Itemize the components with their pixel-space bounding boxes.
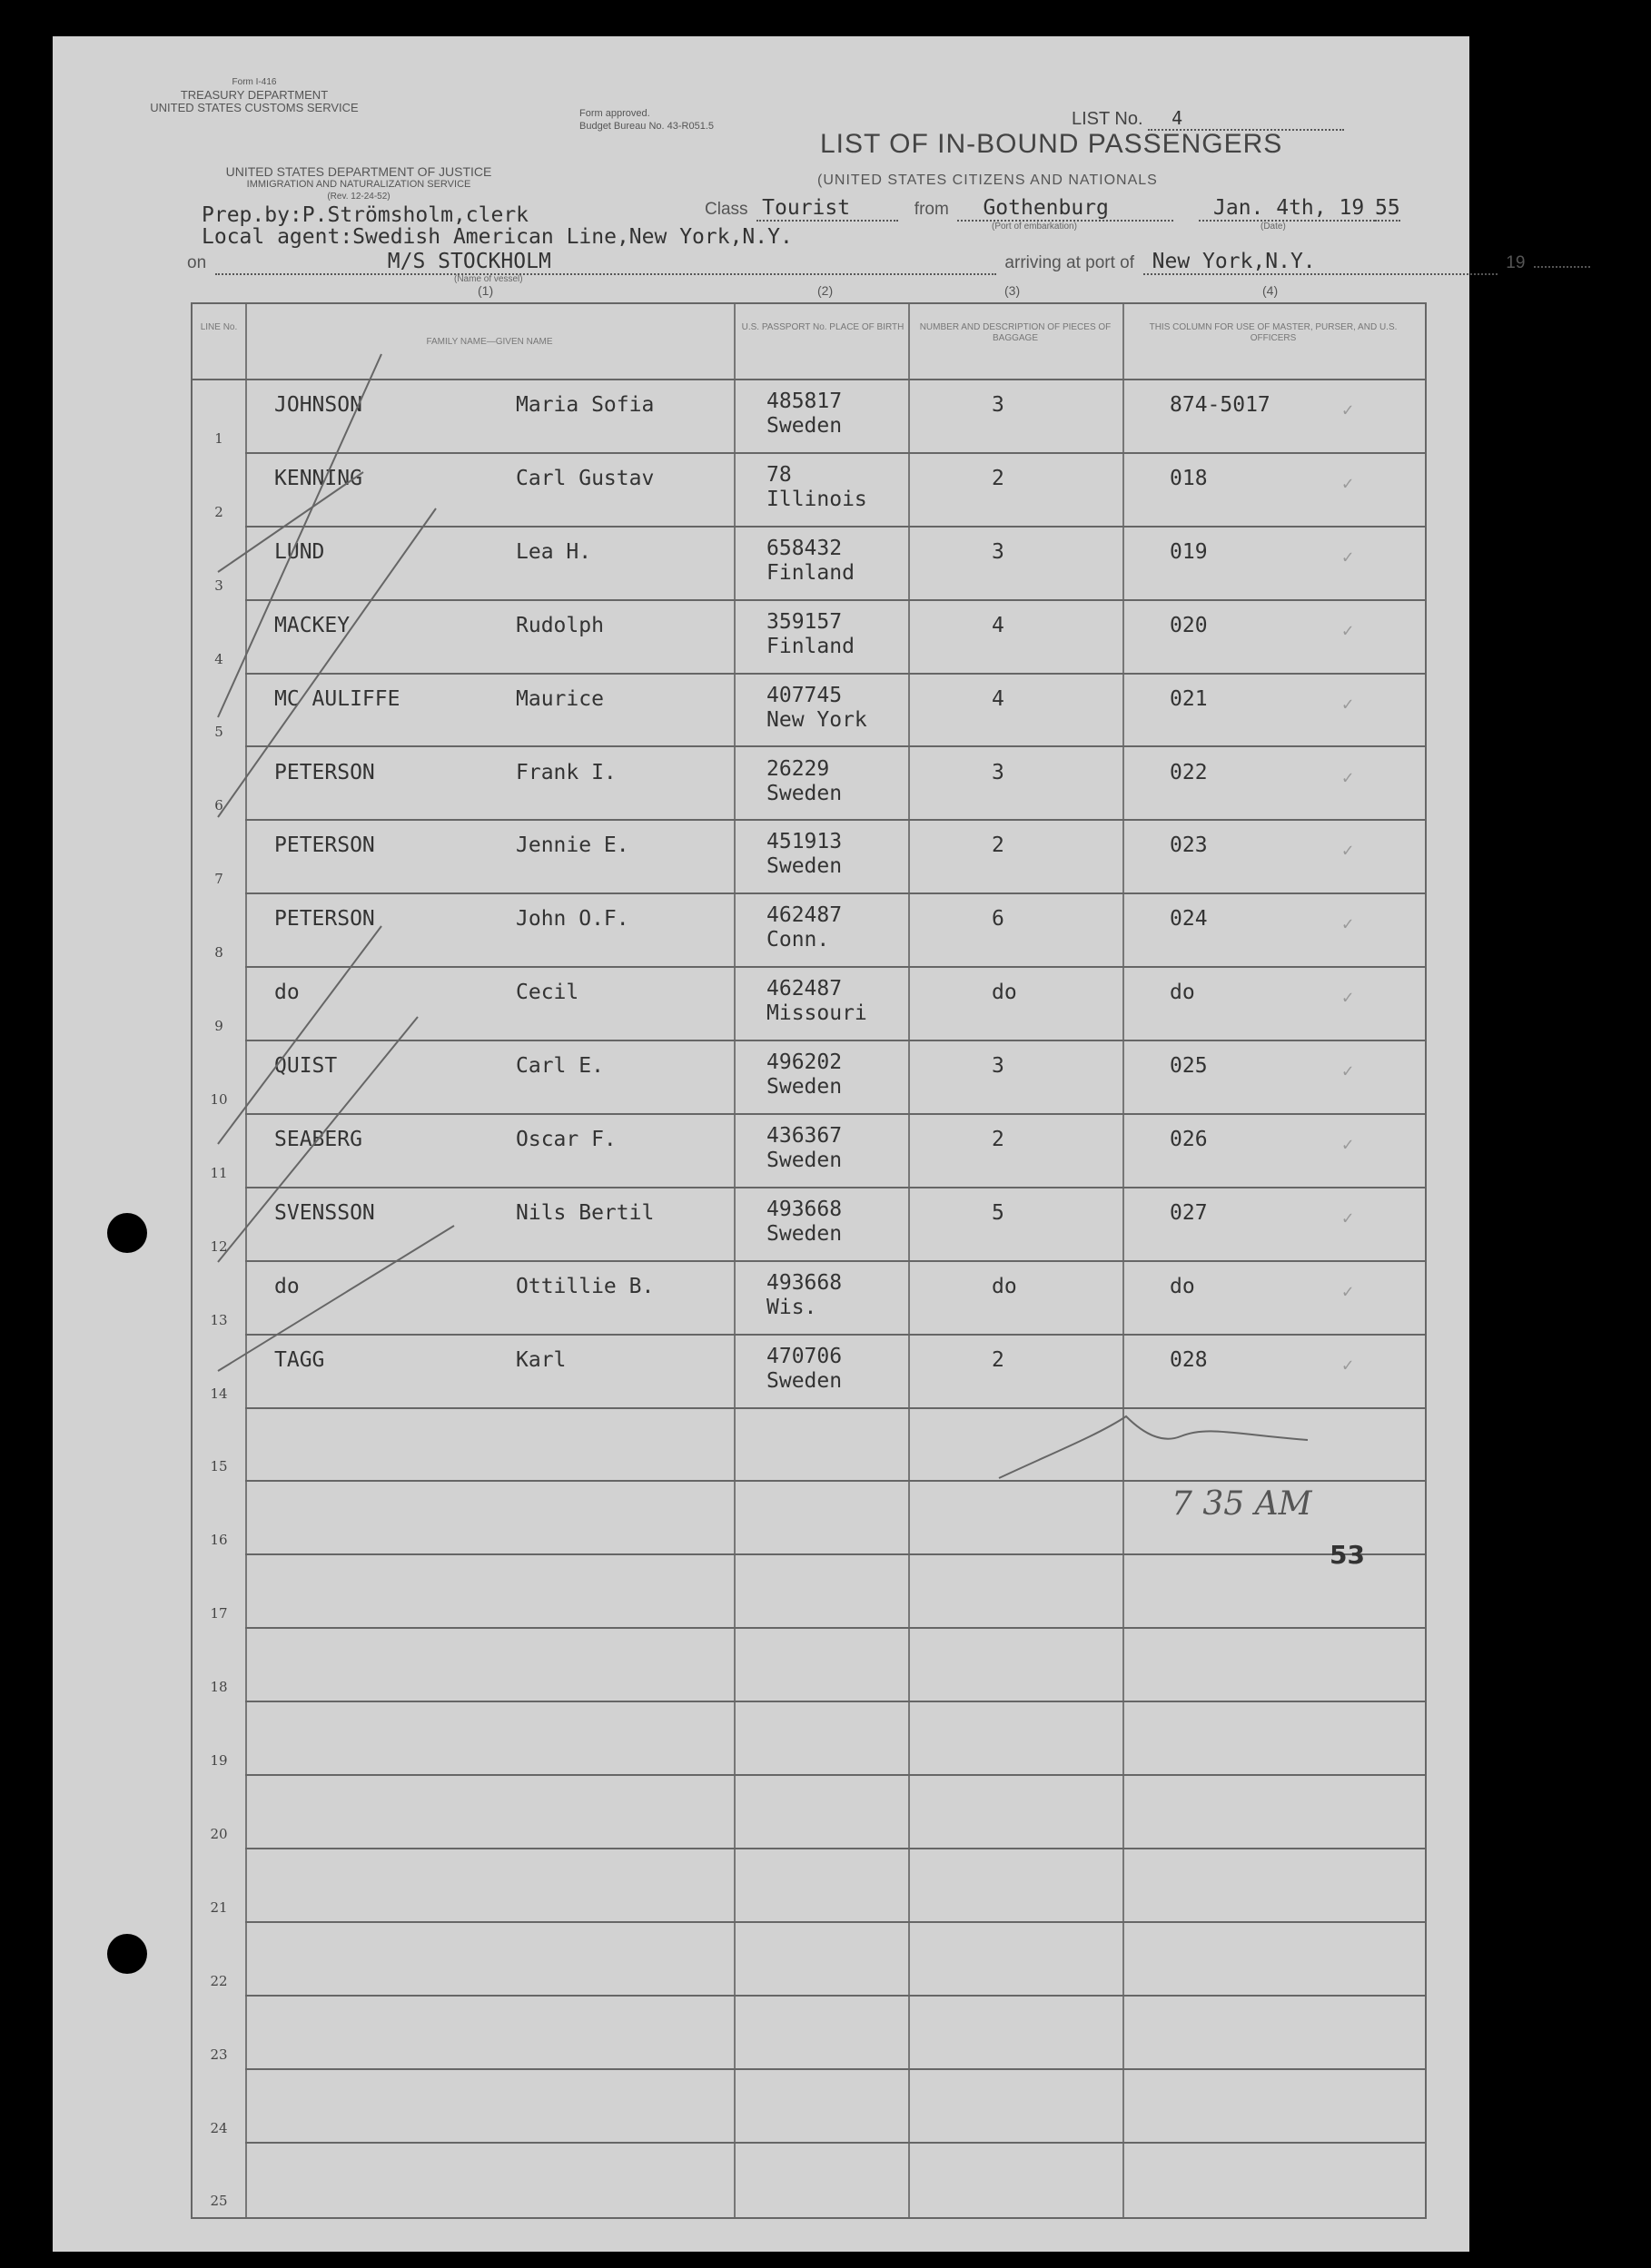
given-name: Ottillie B. [516, 1274, 655, 1298]
line-number: 3 [214, 577, 223, 594]
officer-reference: 028 [1170, 1347, 1208, 1372]
vessel-caption: (Name of vessel) [454, 274, 523, 284]
baggage-count: 3 [992, 760, 1004, 784]
family-name: KENNING [274, 466, 362, 490]
list-number-value: 4 [1148, 107, 1344, 131]
line-number: 23 [210, 2046, 228, 2063]
line-number: 14 [210, 1385, 228, 1402]
from-label: from [914, 200, 949, 219]
check-mark-icon: ✓ [1342, 1206, 1354, 1228]
line-number: 1 [214, 429, 223, 447]
prepared-by: Prep.by:P.Strömsholm,clerk [202, 203, 529, 227]
officer-reference: 023 [1170, 833, 1208, 858]
place-of-birth: Sweden [766, 854, 843, 879]
baggage-count: 4 [992, 613, 1004, 637]
family-name: TAGG [274, 1347, 325, 1372]
passport-number: 658432 [766, 536, 843, 560]
line-number: 21 [210, 1898, 228, 1916]
line-number: 22 [210, 1972, 228, 1989]
column-number-3: (3) [1004, 283, 1021, 298]
approval-line-2: Budget Bureau No. 43-R051.5 [579, 121, 714, 132]
officer-reference: 024 [1170, 907, 1208, 932]
family-name: do [274, 981, 300, 1005]
officer-reference: 025 [1170, 1054, 1208, 1079]
customs-service: UNITED STATES CUSTOMS SERVICE [150, 101, 359, 114]
passport-number: 485817 [766, 390, 843, 413]
family-name: SVENSSON [274, 1200, 375, 1225]
passport-number: 462487 [766, 903, 843, 928]
line-number: 11 [210, 1164, 228, 1181]
baggage-header: NUMBER AND DESCRIPTION OF PIECES OF BAGGAGE [919, 322, 1112, 343]
given-name: Cecil [516, 981, 579, 1005]
given-name: Frank I. [516, 760, 617, 784]
place-of-birth: Sweden [766, 414, 843, 438]
passport-number: 359157 [766, 609, 843, 634]
on-label: on [187, 253, 207, 272]
check-mark-icon: ✓ [1342, 471, 1354, 494]
inspector-initials [999, 1416, 1308, 1478]
line-number: 2 [214, 503, 223, 520]
officer-reference: 874-5017 [1170, 393, 1270, 417]
check-mark-icon: ✓ [1342, 692, 1354, 715]
page-number: 53 [1330, 1540, 1365, 1570]
check-mark-icon: ✓ [1342, 1060, 1354, 1082]
given-name: Carl E. [516, 1054, 604, 1079]
line-number: 18 [210, 1679, 228, 1696]
baggage-count: 2 [992, 1347, 1004, 1372]
family-name: QUIST [274, 1054, 338, 1079]
given-name: Maurice [516, 686, 604, 711]
family-name: PETERSON [274, 833, 375, 858]
passport-number: 26229 [766, 756, 830, 781]
line-number: 10 [210, 1090, 228, 1108]
place-of-birth: Conn. [766, 928, 830, 952]
baggage-count: 2 [992, 466, 1004, 490]
given-name: Rudolph [516, 613, 604, 637]
check-mark-icon: ✓ [1342, 839, 1354, 862]
check-stroke-3 [218, 926, 381, 1144]
baggage-count: 2 [992, 833, 1004, 858]
arriving-label: arriving at port of [1004, 253, 1134, 272]
family-name: do [274, 1274, 300, 1298]
place-of-birth: New York [766, 707, 867, 732]
officer-reference: 019 [1170, 539, 1208, 564]
form-subtitle: (UNITED STATES CITIZENS AND NATIONALS [817, 173, 1158, 188]
given-name: Jennie E. [516, 833, 629, 858]
passport-number: 493668 [766, 1197, 843, 1221]
place-of-birth: Sweden [766, 1149, 843, 1172]
place-of-birth: Sweden [766, 1221, 843, 1246]
passport-number: 451913 [766, 830, 843, 854]
check-stroke-2 [218, 1017, 418, 1262]
line-no-header: LINE No. [200, 322, 238, 332]
baggage-count: 5 [992, 1200, 1004, 1225]
given-name: Karl [516, 1347, 567, 1372]
check-mark-icon: ✓ [1342, 399, 1354, 420]
class-label: Class [705, 200, 748, 219]
place-of-birth: Wis. [766, 1295, 817, 1319]
baggage-count: 3 [992, 1054, 1004, 1079]
family-name: MACKEY [274, 613, 351, 637]
passport-number: 496202 [766, 1050, 843, 1075]
check-stroke-5 [218, 354, 381, 717]
officer-reference: 027 [1170, 1200, 1208, 1225]
baggage-count: 2 [992, 1128, 1004, 1151]
place-of-birth: Illinois [766, 487, 867, 511]
check-stroke-1 [218, 1226, 454, 1371]
place-of-birth: Sweden [766, 1075, 843, 1099]
passport-number: 462487 [766, 977, 843, 1001]
class-value: Tourist [756, 196, 898, 222]
check-mark-icon: ✓ [1342, 765, 1354, 788]
given-name: Lea H. [516, 539, 592, 564]
officer-reference: 021 [1170, 686, 1208, 711]
family-name: SEABERG [274, 1128, 362, 1151]
passport-number: 407745 [766, 683, 843, 707]
name-header: FAMILY NAME—GIVEN NAME [426, 337, 553, 347]
given-name: Maria Sofia [516, 393, 655, 417]
local-agent: Local agent:Swedish American Line,New York,N.Y. [202, 225, 793, 249]
place-of-birth: Finland [766, 634, 855, 658]
officer-reference: 026 [1170, 1128, 1208, 1151]
given-name: John O.F. [516, 907, 629, 932]
officers-header: THIS COLUMN FOR USE OF MASTER, PURSER, AND U.S. OFFICERS [1149, 322, 1398, 343]
given-name: Carl Gustav [516, 466, 655, 490]
officer-reference: 018 [1170, 466, 1208, 490]
port-of-embarkation: Gothenburg [957, 196, 1173, 222]
baggage-count: 4 [992, 686, 1004, 711]
revision-date: (Rev. 12-24-52) [327, 192, 391, 202]
line-number: 20 [210, 1825, 228, 1842]
line-number: 13 [210, 1311, 228, 1328]
family-name: JOHNSON [274, 393, 362, 417]
departure-date: Jan. 4th, 19 [1199, 196, 1375, 222]
ins-service: IMMIGRATION AND NATURALIZATION SERVICE [246, 179, 471, 190]
vessel-name: M/S STOCKHOLM [215, 250, 996, 275]
check-mark-icon: ✓ [1342, 1279, 1354, 1302]
officer-reference: do [1170, 981, 1195, 1005]
approval-line-1: Form approved. [579, 108, 650, 119]
column-number-4: (4) [1262, 283, 1279, 298]
line-number: 16 [210, 1532, 228, 1549]
officer-reference: do [1170, 1274, 1195, 1298]
passport-header: U.S. PASSPORT No. PLACE OF BIRTH [741, 322, 905, 332]
justice-department: UNITED STATES DEPARTMENT OF JUSTICE [225, 164, 492, 179]
family-name: PETERSON [274, 907, 375, 932]
family-name: MC AULIFFE [274, 686, 400, 711]
passport-number: 436367 [766, 1124, 843, 1148]
list-number-label: LIST No. [1072, 109, 1143, 129]
given-name: Oscar F. [516, 1128, 617, 1151]
baggage-count: 6 [992, 907, 1004, 932]
place-of-birth: Sweden [766, 1368, 843, 1393]
baggage-count: 3 [992, 393, 1004, 417]
line-number: 15 [210, 1458, 228, 1475]
line-number: 24 [210, 2119, 228, 2136]
column-number-2: (2) [817, 283, 834, 298]
line-number: 19 [210, 1752, 228, 1770]
check-mark-icon: ✓ [1342, 1133, 1354, 1155]
line-number: 5 [214, 724, 223, 741]
check-mark-icon: ✓ [1342, 912, 1354, 935]
baggage-count: 3 [992, 539, 1004, 564]
departure-year: 55 [1375, 196, 1400, 220]
check-mark-icon: ✓ [1342, 1353, 1354, 1376]
line-number: 25 [210, 2193, 228, 2210]
passport-number: 493668 [766, 1270, 843, 1295]
line-number: 6 [214, 797, 223, 814]
family-name: PETERSON [274, 760, 375, 784]
passport-number: 78 [766, 462, 792, 487]
line-number: 7 [214, 871, 223, 888]
port-caption: (Port of embarkation) [992, 222, 1077, 232]
form-title: LIST OF IN-BOUND PASSENGERS [820, 129, 1283, 159]
date-caption: (Date) [1260, 222, 1286, 232]
officer-reference: 020 [1170, 613, 1208, 637]
officer-reference: 022 [1170, 760, 1208, 784]
line-number: 4 [214, 650, 223, 667]
family-name: LUND [274, 539, 325, 564]
check-stroke-4 [218, 508, 436, 817]
column-number-1: (1) [478, 283, 494, 298]
treasury-department: TREASURY DEPARTMENT [180, 88, 329, 102]
check-mark-icon: ✓ [1342, 618, 1354, 641]
arrival-year: 19 [1506, 253, 1526, 272]
check-mark-icon: ✓ [1342, 986, 1354, 1009]
passport-number: 470706 [766, 1344, 843, 1368]
arrival-port: New York,N.Y. [1143, 250, 1498, 275]
baggage-count: do [992, 981, 1017, 1005]
place-of-birth: Sweden [766, 781, 843, 805]
place-of-birth: Missouri [766, 1001, 867, 1026]
line-number: 9 [214, 1018, 223, 1035]
given-name: Nils Bertil [516, 1200, 655, 1225]
line-number: 12 [210, 1238, 228, 1255]
time-annotation: 7 35 AM [1172, 1485, 1312, 1523]
check-mark-icon: ✓ [1342, 545, 1354, 567]
line-number: 17 [210, 1605, 228, 1622]
form-number: Form I-416 [232, 77, 277, 87]
place-of-birth: Finland [766, 560, 855, 585]
line-number: 8 [214, 944, 223, 961]
baggage-count: do [992, 1274, 1017, 1298]
